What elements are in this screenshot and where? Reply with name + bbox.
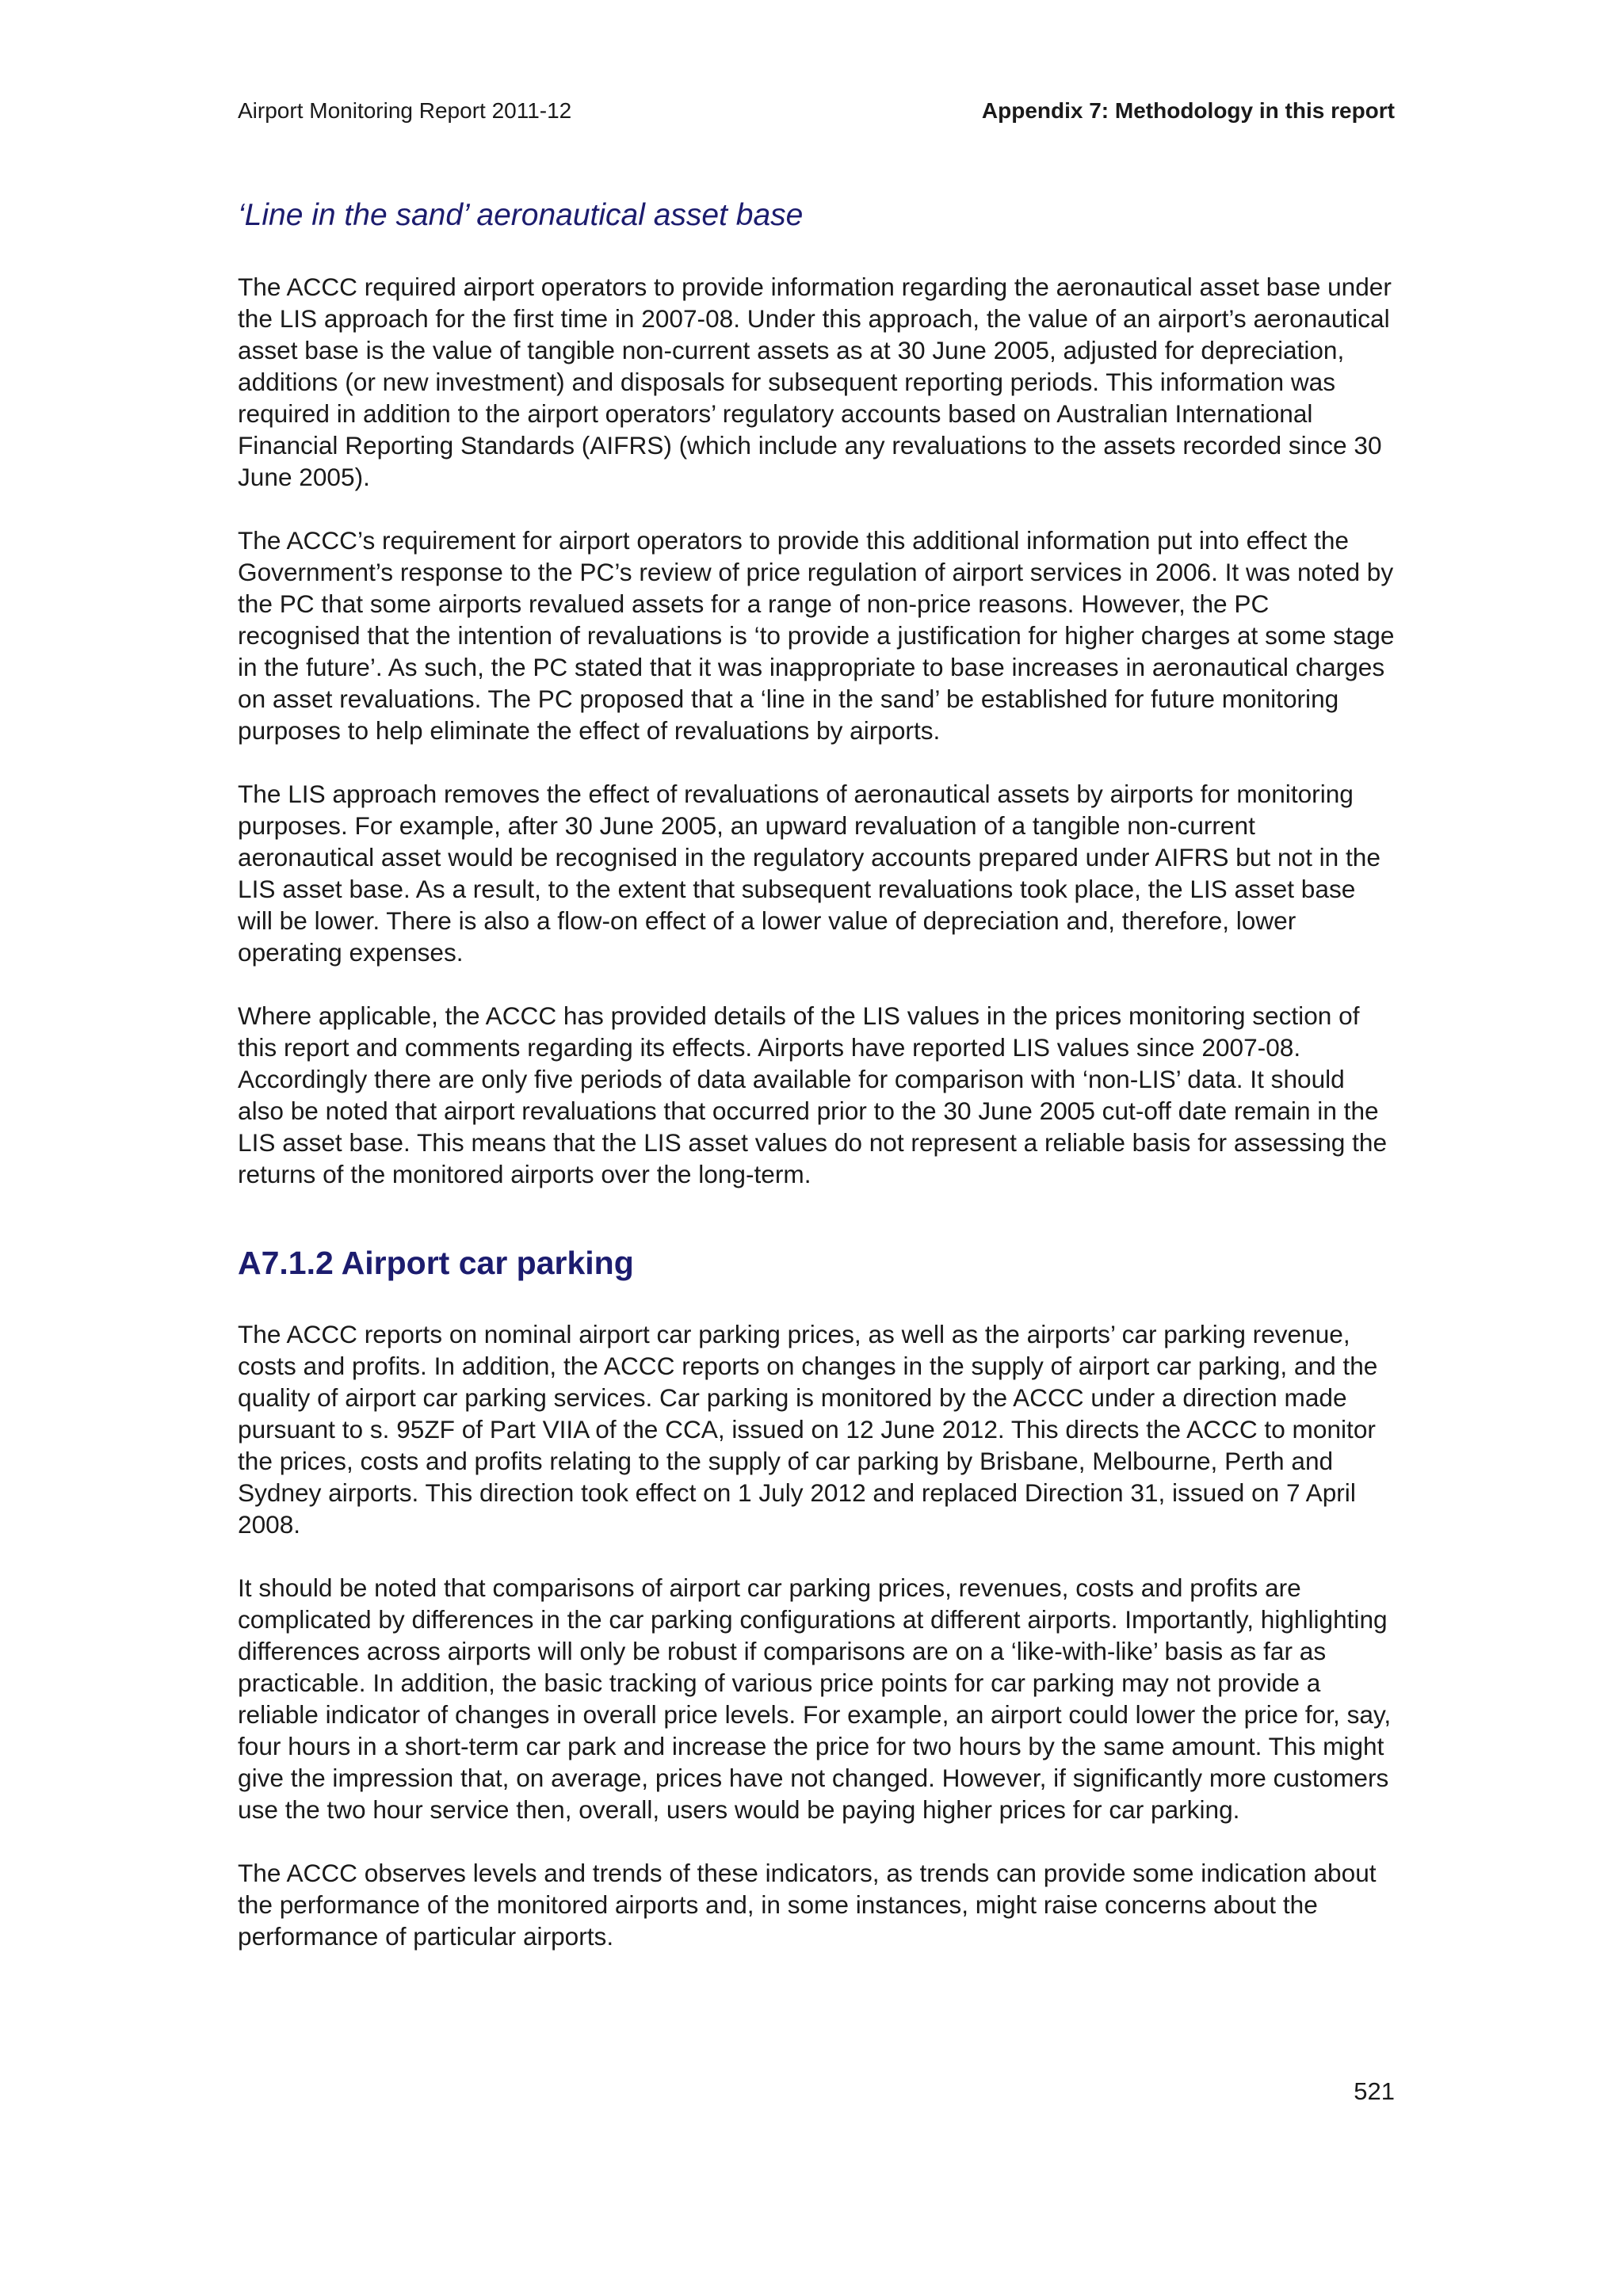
appendix-title: Appendix 7: Methodology in this report [981, 98, 1395, 123]
paragraph: It should be noted that comparisons of airport car parking prices, revenues, costs and profits are complicated by differences in the car parking configurations at different airports. Importantly, highlighting differences across airports will only be robust if comparisons are on a ‘like-with-like’ basis as far as practicable. In addition, the basic tracking of various price points for car parking may not provide a reliable indicator of changes in overall price levels. For example, an airport could lower the price for, say, four hours in a short-term car park and increase the price for two hours by the same amount. This might give the impression that, on average, prices have not changed. However, if significantly more customers use the two hour service then, overall, users would be paying higher prices for car parking. [238, 1573, 1392, 1824]
paragraph: The ACCC’s requirement for airport operators to provide this additional information put into effect the Government’s response to the PC’s review of price regulation of airport services in 2006. It was noted by the PC that some airports revalued assets for a range of non-price reasons. However, the PC recognised that the intention of revaluations is ‘to provide a justification for higher charges at some stage in the future’. As such, the PC stated that it was inappropriate to base increases in aeronautical charges on asset revaluations. The PC proposed that a ‘line in the sand’ be established for future monitoring purposes to help eliminate the effect of revaluations by airports. [238, 526, 1395, 745]
section-heading-car-parking: A7.1.2 Airport car parking [238, 1245, 634, 1281]
page-header [238, 95, 1395, 127]
paragraph: Where applicable, the ACCC has provided details of the LIS values in the prices monitoring section of this report and comments regarding its effects. Airports have reported LIS values since 2007-08. Accordingly there are only five periods of data available for comparison with ‘non-LIS’ data. It should also be noted that airport revaluations that occurred prior to the 30 June 2005 cut-off date remain in the LIS asset base. This means that the LIS asset values do not represent a reliable basis for assessing the returns of the monitored airports over the long-term. [238, 1001, 1388, 1188]
paragraph: The ACCC required airport operators to provide information regarding the aeronautical asset base under the LIS approach for the first time in 2007-08. Under this approach, the value of an airport’s aeronautical asset base is the value of tangible non-current assets as at 30 June 2005, adjusted for depreciation, additions (or new investment) and disposals for subsequent reporting periods. This information was required in addition to the airport operators’ regulatory accounts based on Australian International Financial Reporting Standards (AIFRS) (which include any revaluations to the assets recorded since 30 June 2005). [238, 273, 1392, 491]
paragraph: The ACCC observes levels and trends of these indicators, as trends can provide some indication about the performance of the monitored airports and, in some instances, might raise concerns about the performance of particular airports. [238, 1859, 1377, 1951]
report-title: Airport Monitoring Report 2011-12 [238, 98, 572, 123]
section-heading-lis: ‘Line in the sand’ aeronautical asset base [238, 198, 804, 232]
page-number: 521 [1354, 2077, 1395, 2105]
paragraph: The ACCC reports on nominal airport car parking prices, as well as the airports’ car parking revenue, costs and profits. In addition, the ACCC reports on changes in the supply of airport car parking, and the quality of airport car parking services. Car parking is monitored by the ACCC under a direction made pursuant to s. 95ZF of Part VIIA of the CCA, issued on 12 June 2012. This directs the ACCC to monitor the prices, costs and profits relating to the supply of car parking by Brisbane, Melbourne, Perth and Sydney airports. This direction took effect on 1 July 2012 and replaced Direction 31, issued on 7 April 2008. [238, 1320, 1378, 1539]
paragraph: The LIS approach removes the effect of revaluations of aeronautical assets by airports for monitoring purposes. For example, after 30 June 2005, an upward revaluation of a tangible non-current aeronautical asset would be recognised in the regulatory accounts prepared under AIFRS but not in the LIS asset base. As a result, to the extent that subsequent revaluations took place, the LIS asset base will be lower. There is also a flow-on effect of a lower value of depreciation and, therefore, lower operating expenses. [238, 780, 1381, 967]
page-content [238, 193, 1395, 1984]
